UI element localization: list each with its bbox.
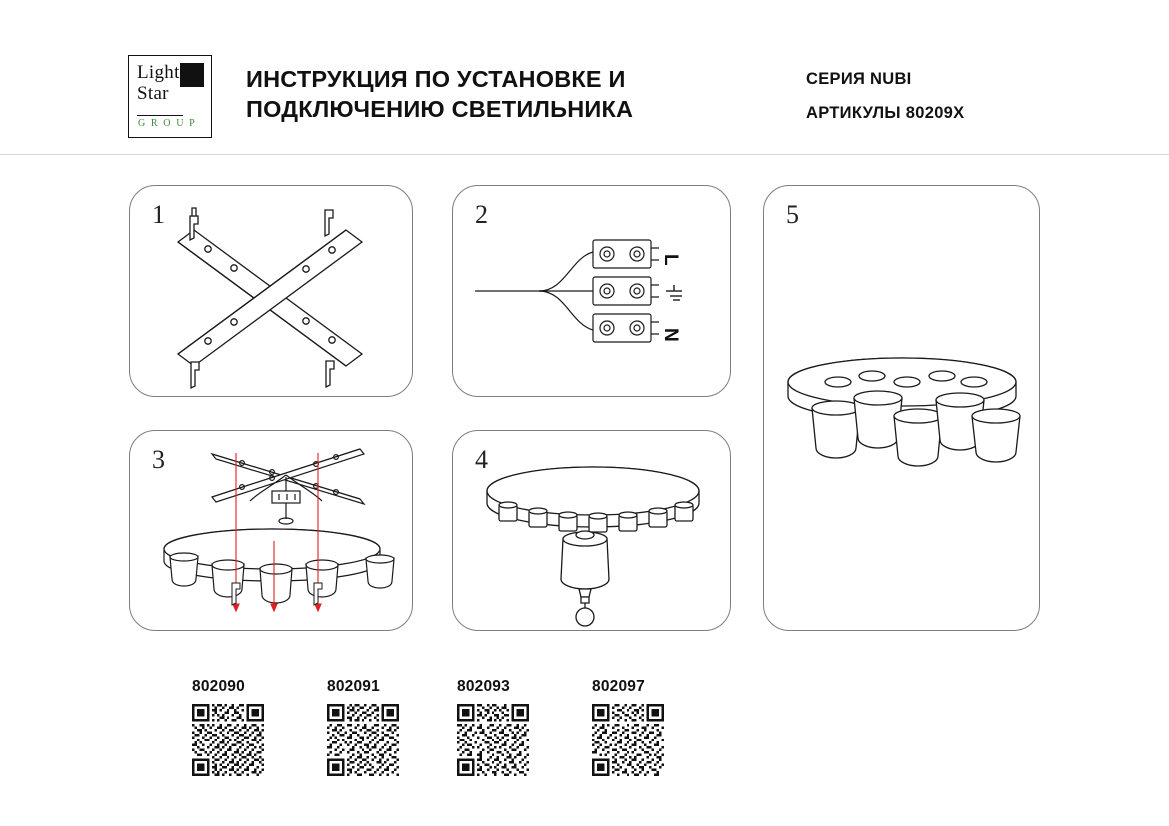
qr-label: 802091 bbox=[327, 678, 380, 695]
qr-label: 802097 bbox=[592, 678, 645, 695]
qr-code-icon[interactable] bbox=[457, 704, 529, 776]
step-panel-5 bbox=[763, 185, 1040, 631]
figure-step-3 bbox=[130, 431, 414, 632]
step-panel-1 bbox=[129, 185, 413, 397]
step-number-1: 1 bbox=[152, 200, 165, 229]
figure-step-1 bbox=[130, 186, 414, 398]
header-divider bbox=[0, 154, 1169, 155]
qr-code-icon[interactable] bbox=[592, 704, 664, 776]
qr-label: 802093 bbox=[457, 678, 510, 695]
step-panel-3 bbox=[129, 430, 413, 631]
logo-line-1: Light bbox=[137, 62, 180, 83]
step-number-3: 3 bbox=[152, 445, 165, 474]
terminal-label-N: N bbox=[660, 328, 681, 342]
page-title: ИНСТРУКЦИЯ ПО УСТАНОВКЕ И ПОДКЛЮЧЕНИЮ СВЕТИЛЬНИКА bbox=[246, 66, 634, 122]
figure-step-2 bbox=[453, 186, 732, 398]
qr-block bbox=[457, 678, 529, 776]
qr-code-icon[interactable] bbox=[192, 704, 264, 776]
step-number-5: 5 bbox=[786, 200, 799, 229]
logo-divider bbox=[137, 115, 183, 117]
qr-block bbox=[327, 678, 399, 776]
logo-wordmark bbox=[137, 62, 180, 104]
article-label: АРТИКУЛЫ 80209X bbox=[806, 104, 965, 122]
logo-line-2: Star bbox=[137, 83, 169, 104]
figure-step-5 bbox=[764, 186, 1041, 632]
step-panel-4 bbox=[452, 430, 731, 631]
step-number-4: 4 bbox=[475, 445, 488, 474]
logo-group-label: G R O U P bbox=[138, 118, 197, 129]
brand-logo bbox=[128, 55, 212, 138]
qr-block bbox=[192, 678, 264, 776]
black-square-mark-icon bbox=[180, 63, 204, 87]
series-label: СЕРИЯ NUBI bbox=[806, 70, 912, 88]
qr-block bbox=[592, 678, 664, 776]
qr-label: 802090 bbox=[192, 678, 245, 695]
qr-code-icon[interactable] bbox=[327, 704, 399, 776]
step-panel-2 bbox=[452, 185, 731, 397]
terminal-label-L: L bbox=[660, 254, 681, 266]
step-number-2: 2 bbox=[475, 200, 488, 229]
figure-step-4 bbox=[453, 431, 732, 632]
